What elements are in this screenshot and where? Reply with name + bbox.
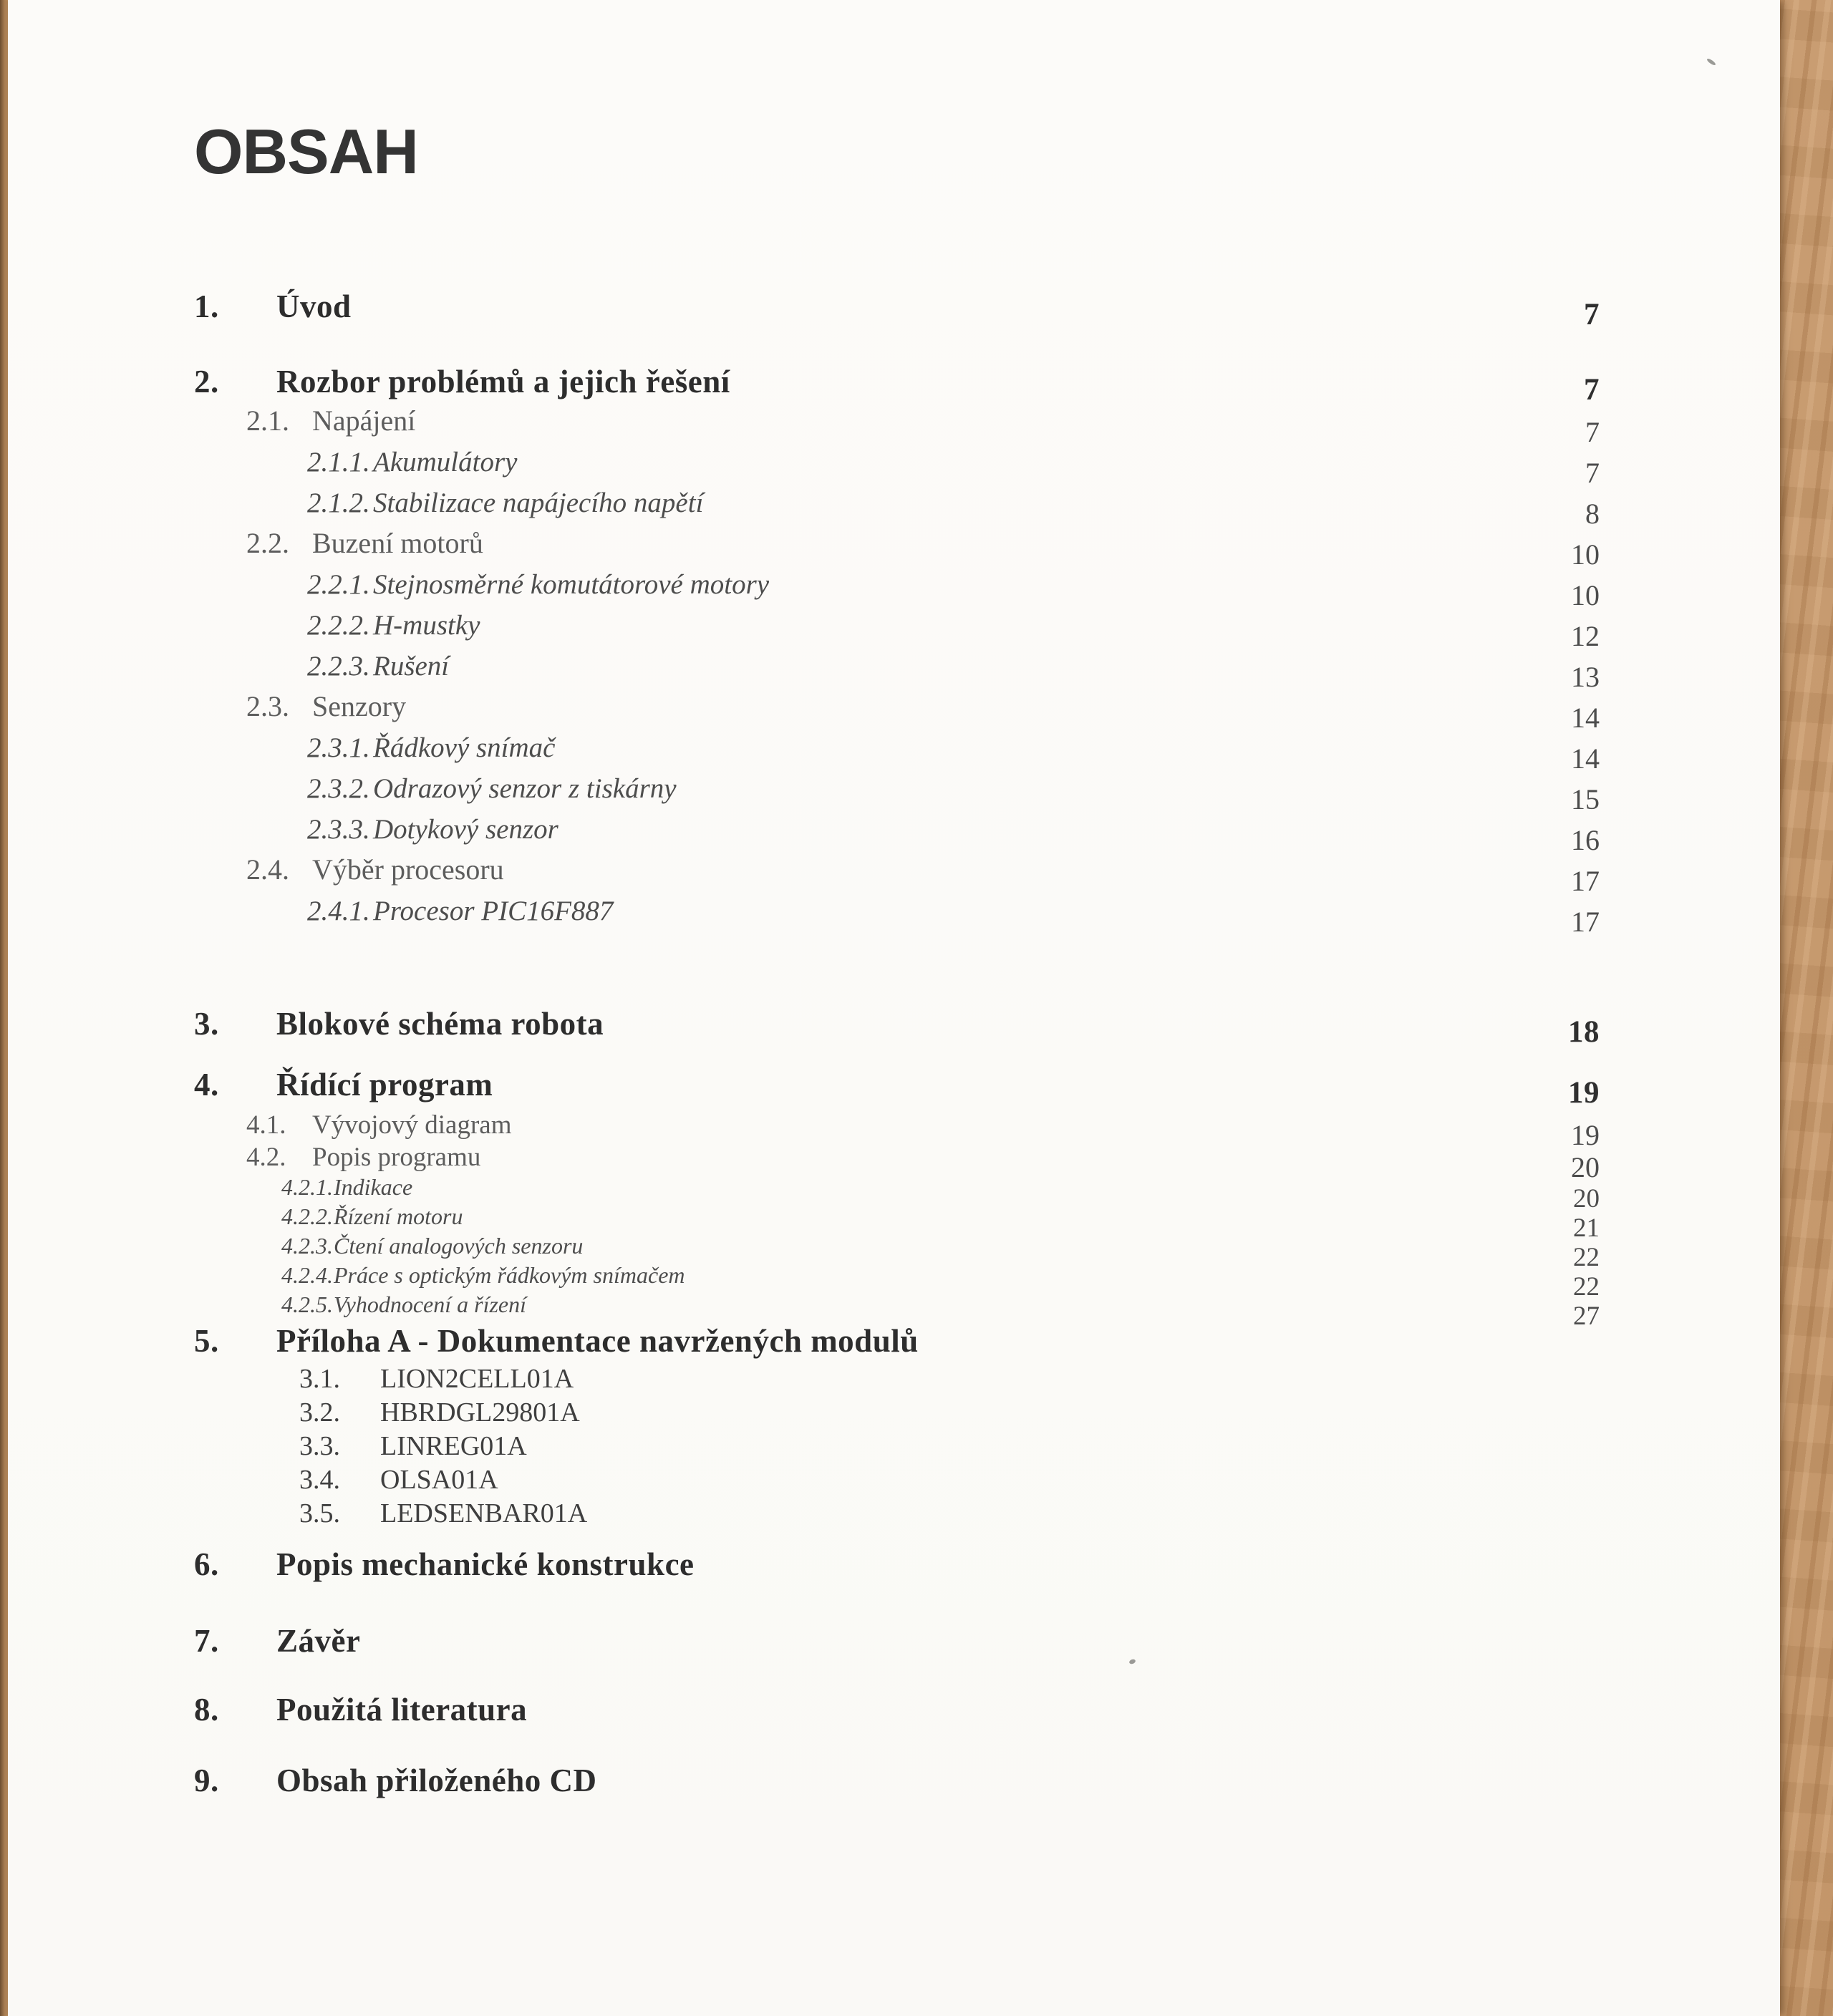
toc-entry-label: Použitá literatura xyxy=(276,1692,528,1727)
toc-entry-page: 7 xyxy=(1584,298,1600,331)
toc-entry-label: Odrazový senzor z tiskárny xyxy=(373,773,677,804)
toc-entry-label: Příloha A - Dokumentace navržených modulů xyxy=(276,1323,919,1359)
toc-entry-page: 13 xyxy=(1571,661,1600,693)
toc-entry-page: 19 xyxy=(1571,1119,1600,1151)
toc-entry-number: 3.5. xyxy=(299,1498,340,1528)
toc-entry-label: Akumulátory xyxy=(373,447,518,478)
toc-entry-page: 22 xyxy=(1573,1272,1600,1302)
toc-entry-number: 4.2.5. xyxy=(281,1292,333,1317)
toc-entry-number: 4.2. xyxy=(246,1143,286,1172)
wood-desk-left-edge xyxy=(0,0,8,2016)
toc-entry-label: Popis mechanické konstrukce xyxy=(276,1546,695,1582)
toc-entry-number: 8. xyxy=(194,1692,219,1727)
toc-entry-label: Řídící program xyxy=(276,1067,493,1102)
toc-row xyxy=(194,1691,1600,1732)
toc-entry-page: 19 xyxy=(1568,1076,1600,1110)
toc-row xyxy=(194,1005,1600,1049)
toc-entry-page: 7 xyxy=(1585,457,1600,489)
toc-entry-number: 2.2.1. xyxy=(307,569,370,600)
toc-row xyxy=(194,812,1600,856)
toc-entry-number: 5. xyxy=(194,1323,219,1359)
toc-entry-label: Stejnosměrné komutátorové motory xyxy=(373,569,770,600)
toc-entry-number: 2.3.1. xyxy=(307,732,370,763)
toc-entry-label: Rozbor problémů a jejich řešení xyxy=(276,364,730,399)
toc-entry-number: 9. xyxy=(194,1763,219,1798)
toc-row xyxy=(194,608,1600,652)
toc-entry-page: 20 xyxy=(1571,1151,1600,1183)
toc-row xyxy=(194,649,1600,693)
toc-entry-label: Vývojový diagram xyxy=(312,1110,512,1140)
toc-row xyxy=(194,445,1600,489)
toc-row xyxy=(194,1464,1600,1498)
scan-speck xyxy=(1706,57,1716,66)
toc-entry-page: 16 xyxy=(1571,824,1600,856)
toc-entry-label: Výběr procesoru xyxy=(312,853,504,886)
toc-entry-label: Vyhodnocení a řízení xyxy=(334,1292,526,1317)
toc-entry-number: 2.4. xyxy=(246,853,289,886)
toc-entry-page: 21 xyxy=(1573,1213,1600,1243)
toc-entry-page: 10 xyxy=(1571,579,1600,611)
toc-row xyxy=(194,1322,1600,1363)
toc-row xyxy=(194,1066,1600,1110)
toc-entry-page: 7 xyxy=(1585,416,1600,448)
toc-row xyxy=(194,526,1600,571)
toc-row xyxy=(194,1622,1600,1663)
toc-entry-label: OLSA01A xyxy=(380,1465,498,1495)
toc-entry-number: 4.2.3. xyxy=(281,1233,333,1259)
toc-entry-label: Senzory xyxy=(312,690,407,722)
toc-entry-label: Čtení analogových senzoru xyxy=(334,1233,584,1259)
toc-entry-number: 3.4. xyxy=(299,1465,340,1495)
toc-entry-page: 12 xyxy=(1571,620,1600,652)
toc-entry-page: 14 xyxy=(1571,742,1600,775)
toc-entry-number: 2.1. xyxy=(246,404,289,437)
toc-row xyxy=(194,1363,1600,1397)
toc-entry-page: 18 xyxy=(1568,1015,1600,1049)
toc-entry-label: LION2CELL01A xyxy=(380,1364,574,1394)
toc-entry-number: 3. xyxy=(194,1006,219,1042)
toc-row xyxy=(194,893,1600,938)
toc-entry-number: 2.3. xyxy=(246,690,289,722)
toc-entry-page: 17 xyxy=(1571,865,1600,897)
toc-row xyxy=(194,1171,1600,1213)
toc-row xyxy=(194,485,1600,530)
toc-entry-number: 2.1.2. xyxy=(307,488,370,518)
toc-entry-label: HBRDGL29801A xyxy=(380,1397,580,1428)
toc-entry-number: 3.2. xyxy=(299,1397,340,1428)
toc-row xyxy=(194,1107,1600,1151)
toc-entry-number: 4.2.2. xyxy=(281,1203,333,1229)
toc-entry-number: 2.2.2. xyxy=(307,610,370,641)
toc-entry-label: Buzení motorů xyxy=(312,527,483,559)
toc-entry-label: Dotykový senzor xyxy=(373,814,558,845)
toc-entry-page: 15 xyxy=(1571,783,1600,815)
toc-row xyxy=(194,1762,1600,1803)
toc-entry-number: 2.1.1. xyxy=(307,447,370,478)
toc-entry-number: 4.1. xyxy=(246,1110,286,1140)
toc-row xyxy=(194,730,1600,775)
toc-entry-page: 7 xyxy=(1584,373,1600,407)
toc-row xyxy=(194,1397,1600,1430)
toc-entry-page: 20 xyxy=(1573,1184,1600,1213)
toc-entry-number: 4.2.1. xyxy=(281,1174,333,1200)
toc-entry-label: Úvod xyxy=(276,289,352,324)
paper-sheet xyxy=(8,0,1780,2016)
toc-entry-number: 6. xyxy=(194,1546,219,1582)
toc-entry-page: 14 xyxy=(1571,702,1600,734)
toc-entry-label: Napájení xyxy=(312,404,416,437)
toc-entry-label: Stabilizace napájecího napětí xyxy=(373,488,704,518)
toc-entry-label: Práce s optickým řádkovým snímačem xyxy=(334,1262,685,1288)
toc-entry-number: 7. xyxy=(194,1623,219,1659)
toc-row xyxy=(194,1430,1600,1464)
toc-row xyxy=(194,288,1600,329)
toc-entry-label: Popis programu xyxy=(312,1143,481,1172)
toc-entry-page: 22 xyxy=(1573,1243,1600,1272)
toc-row xyxy=(194,363,1600,407)
toc-entry-number: 2.3.2. xyxy=(307,773,370,804)
toc-entry-number: 1. xyxy=(194,289,219,324)
toc-entry-label: LINREG01A xyxy=(380,1431,527,1461)
toc-entry-label: Řádkový snímač xyxy=(373,732,556,763)
toc-row xyxy=(194,771,1600,815)
toc-entry-label: Procesor PIC16F887 xyxy=(373,896,614,926)
toc-entry-page: 17 xyxy=(1571,906,1600,938)
toc-entry-number: 4. xyxy=(194,1067,219,1102)
toc-row xyxy=(194,1259,1600,1302)
toc-row xyxy=(194,1230,1600,1272)
toc-row xyxy=(194,1289,1600,1331)
toc-entry-number: 2.3.3. xyxy=(307,814,370,845)
toc-entry-page: 8 xyxy=(1585,498,1600,530)
toc-entry-label: Řízení motoru xyxy=(334,1203,463,1229)
toc-row xyxy=(194,1546,1600,1586)
toc-row xyxy=(194,1139,1600,1183)
toc-entry-label: H-mustky xyxy=(373,610,480,641)
toc-entry-label: Závěr xyxy=(276,1623,361,1659)
toc-entry-number: 4.2.4. xyxy=(281,1262,333,1288)
toc-entry-label: Rušení xyxy=(373,651,450,682)
toc-entry-number: 2.2. xyxy=(246,527,289,559)
toc-entry-label: Obsah přiloženého CD xyxy=(276,1763,597,1798)
toc-entry-number: 3.3. xyxy=(299,1431,340,1461)
wood-desk-right-edge xyxy=(1780,0,1833,2016)
toc-entry-number: 2.4.1. xyxy=(307,896,370,926)
toc-row xyxy=(194,689,1600,734)
toc-row xyxy=(194,1201,1600,1243)
toc-entry-number: 3.1. xyxy=(299,1364,340,1394)
toc-row xyxy=(194,1498,1600,1531)
toc-list xyxy=(194,288,1600,1803)
page-title: OBSAH xyxy=(194,116,418,187)
toc-entry-number: 2. xyxy=(194,364,219,399)
toc-row xyxy=(194,567,1600,611)
toc-entry-label: Indikace xyxy=(334,1174,413,1200)
toc-entry-label: LEDSENBAR01A xyxy=(380,1498,588,1528)
toc-entry-page: 10 xyxy=(1571,538,1600,571)
toc-entry-number: 2.2.3. xyxy=(307,651,370,682)
toc-row xyxy=(194,853,1600,897)
toc-entry-label: Blokové schéma robota xyxy=(276,1006,604,1042)
toc-row xyxy=(194,404,1600,448)
toc-entry-page: 27 xyxy=(1573,1302,1600,1331)
